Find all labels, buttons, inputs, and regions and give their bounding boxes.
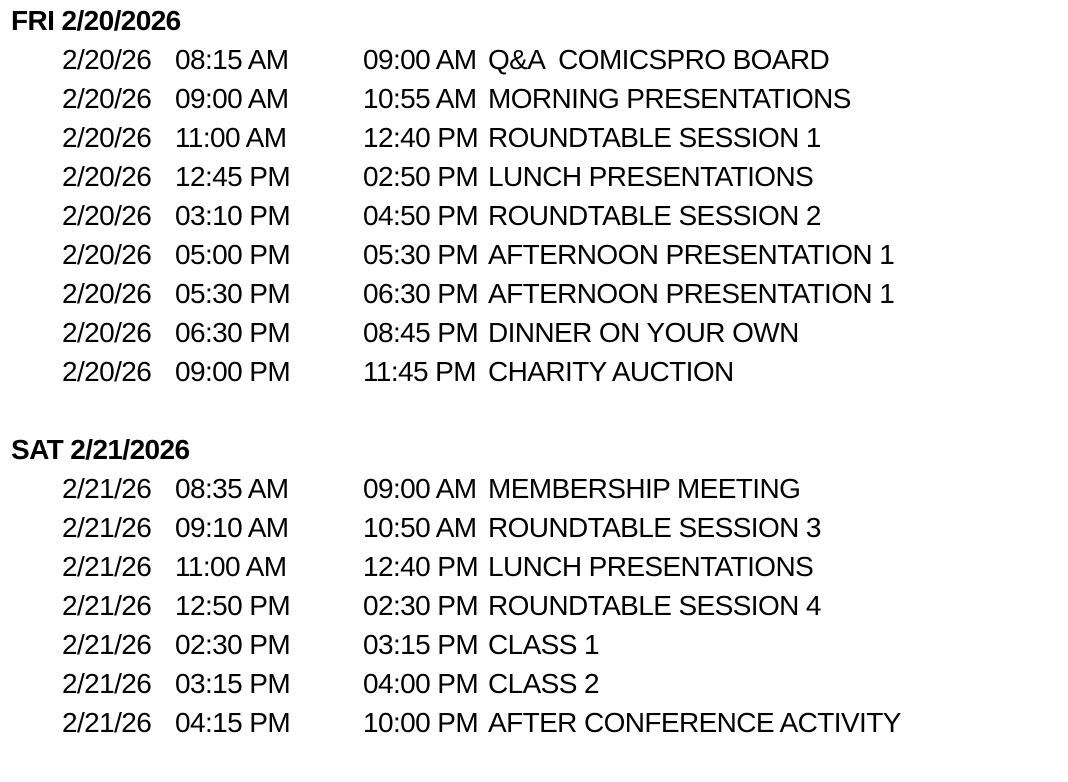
- start-time-cell: 04:15 PM: [175, 707, 291, 738]
- schedule-row: [0, 469, 1068, 508]
- event-name-cell: LUNCH PRESENTATIONS: [488, 161, 814, 192]
- day-header: SAT 2/21/2026: [11, 434, 190, 465]
- date-cell: 2/20/26: [62, 317, 152, 348]
- day-section-sat: [0, 430, 1068, 742]
- schedule-row: [0, 508, 1068, 547]
- day-header: FRI 2/20/2026: [11, 5, 181, 36]
- start-time-cell: 05:30 PM: [175, 278, 291, 309]
- event-name-cell: AFTER CONFERENCE ACTIVITY: [488, 707, 901, 738]
- event-name-cell: CLASS 1: [488, 629, 599, 660]
- start-time-cell: 11:00 AM: [175, 551, 287, 582]
- event-name-cell: ROUNDTABLE SESSION 2: [488, 200, 821, 231]
- date-cell: 2/21/26: [62, 512, 152, 543]
- date-cell: 2/21/26: [62, 473, 152, 504]
- schedule-row: [0, 703, 1068, 742]
- schedule-row: [0, 196, 1068, 235]
- date-cell: 2/20/26: [62, 356, 152, 387]
- schedule-row: [0, 625, 1068, 664]
- event-name-cell: CLASS 2: [488, 668, 599, 699]
- end-time-cell: 02:30 PM: [363, 590, 479, 621]
- start-time-cell: 08:15 AM: [175, 44, 289, 75]
- event-name-cell: DINNER ON YOUR OWN: [488, 317, 799, 348]
- schedule-row: [0, 79, 1068, 118]
- schedule-row: [0, 157, 1068, 196]
- date-cell: 2/20/26: [62, 122, 152, 153]
- date-cell: 2/20/26: [62, 83, 152, 114]
- date-cell: 2/21/26: [62, 629, 152, 660]
- start-time-cell: 09:10 AM: [175, 512, 289, 543]
- start-time-cell: 06:30 PM: [175, 317, 291, 348]
- day-rows: [0, 469, 1068, 742]
- end-time-cell: 02:50 PM: [363, 161, 479, 192]
- date-cell: 2/21/26: [62, 707, 152, 738]
- end-time-cell: 08:45 PM: [363, 317, 479, 348]
- end-time-cell: 12:40 PM: [363, 122, 479, 153]
- schedule-row: [0, 118, 1068, 157]
- event-name-cell: ROUNDTABLE SESSION 3: [488, 512, 821, 543]
- schedule-row: [0, 352, 1068, 391]
- date-cell: 2/21/26: [62, 668, 152, 699]
- end-time-cell: 04:00 PM: [363, 668, 479, 699]
- end-time-cell: 03:15 PM: [363, 629, 479, 660]
- event-name-cell: ROUNDTABLE SESSION 4: [488, 590, 821, 621]
- schedule-row: [0, 274, 1068, 313]
- start-time-cell: 05:00 PM: [175, 239, 291, 270]
- start-time-cell: 12:50 PM: [175, 590, 291, 621]
- schedule-row: [0, 586, 1068, 625]
- date-cell: 2/20/26: [62, 239, 152, 270]
- schedule-row: [0, 40, 1068, 79]
- event-name-cell: CHARITY AUCTION: [488, 356, 734, 387]
- schedule-row: [0, 235, 1068, 274]
- day-section-fri: [0, 1, 1068, 391]
- end-time-cell: 12:40 PM: [363, 551, 479, 582]
- end-time-cell: 09:00 AM: [363, 44, 477, 75]
- start-time-cell: 12:45 PM: [175, 161, 291, 192]
- start-time-cell: 09:00 PM: [175, 356, 291, 387]
- date-cell: 2/21/26: [62, 551, 152, 582]
- event-name-cell: Q&A COMICSPRO BOARD: [488, 44, 830, 75]
- event-name-cell: ROUNDTABLE SESSION 1: [488, 122, 821, 153]
- end-time-cell: 10:50 AM: [363, 512, 477, 543]
- end-time-cell: 11:45 PM: [363, 356, 476, 387]
- start-time-cell: 09:00 AM: [175, 83, 289, 114]
- schedule-row: [0, 664, 1068, 703]
- date-cell: 2/20/26: [62, 278, 152, 309]
- start-time-cell: 11:00 AM: [175, 122, 287, 153]
- event-name-cell: AFTERNOON PRESENTATION 1: [488, 239, 895, 270]
- event-name-cell: MEMBERSHIP MEETING: [488, 473, 801, 504]
- end-time-cell: 10:00 PM: [363, 707, 479, 738]
- date-cell: 2/20/26: [62, 200, 152, 231]
- date-cell: 2/20/26: [62, 44, 152, 75]
- end-time-cell: 06:30 PM: [363, 278, 479, 309]
- start-time-cell: 08:35 AM: [175, 473, 289, 504]
- event-name-cell: MORNING PRESENTATIONS: [488, 83, 851, 114]
- end-time-cell: 04:50 PM: [363, 200, 479, 231]
- date-cell: 2/21/26: [62, 590, 152, 621]
- end-time-cell: 10:55 AM: [363, 83, 477, 114]
- date-cell: 2/20/26: [62, 161, 152, 192]
- start-time-cell: 02:30 PM: [175, 629, 291, 660]
- event-name-cell: AFTERNOON PRESENTATION 1: [488, 278, 895, 309]
- event-name-cell: LUNCH PRESENTATIONS: [488, 551, 814, 582]
- schedule-row: [0, 547, 1068, 586]
- start-time-cell: 03:15 PM: [175, 668, 291, 699]
- schedule-row: [0, 313, 1068, 352]
- end-time-cell: 05:30 PM: [363, 239, 479, 270]
- start-time-cell: 03:10 PM: [175, 200, 291, 231]
- day-rows: [0, 40, 1068, 391]
- end-time-cell: 09:00 AM: [363, 473, 477, 504]
